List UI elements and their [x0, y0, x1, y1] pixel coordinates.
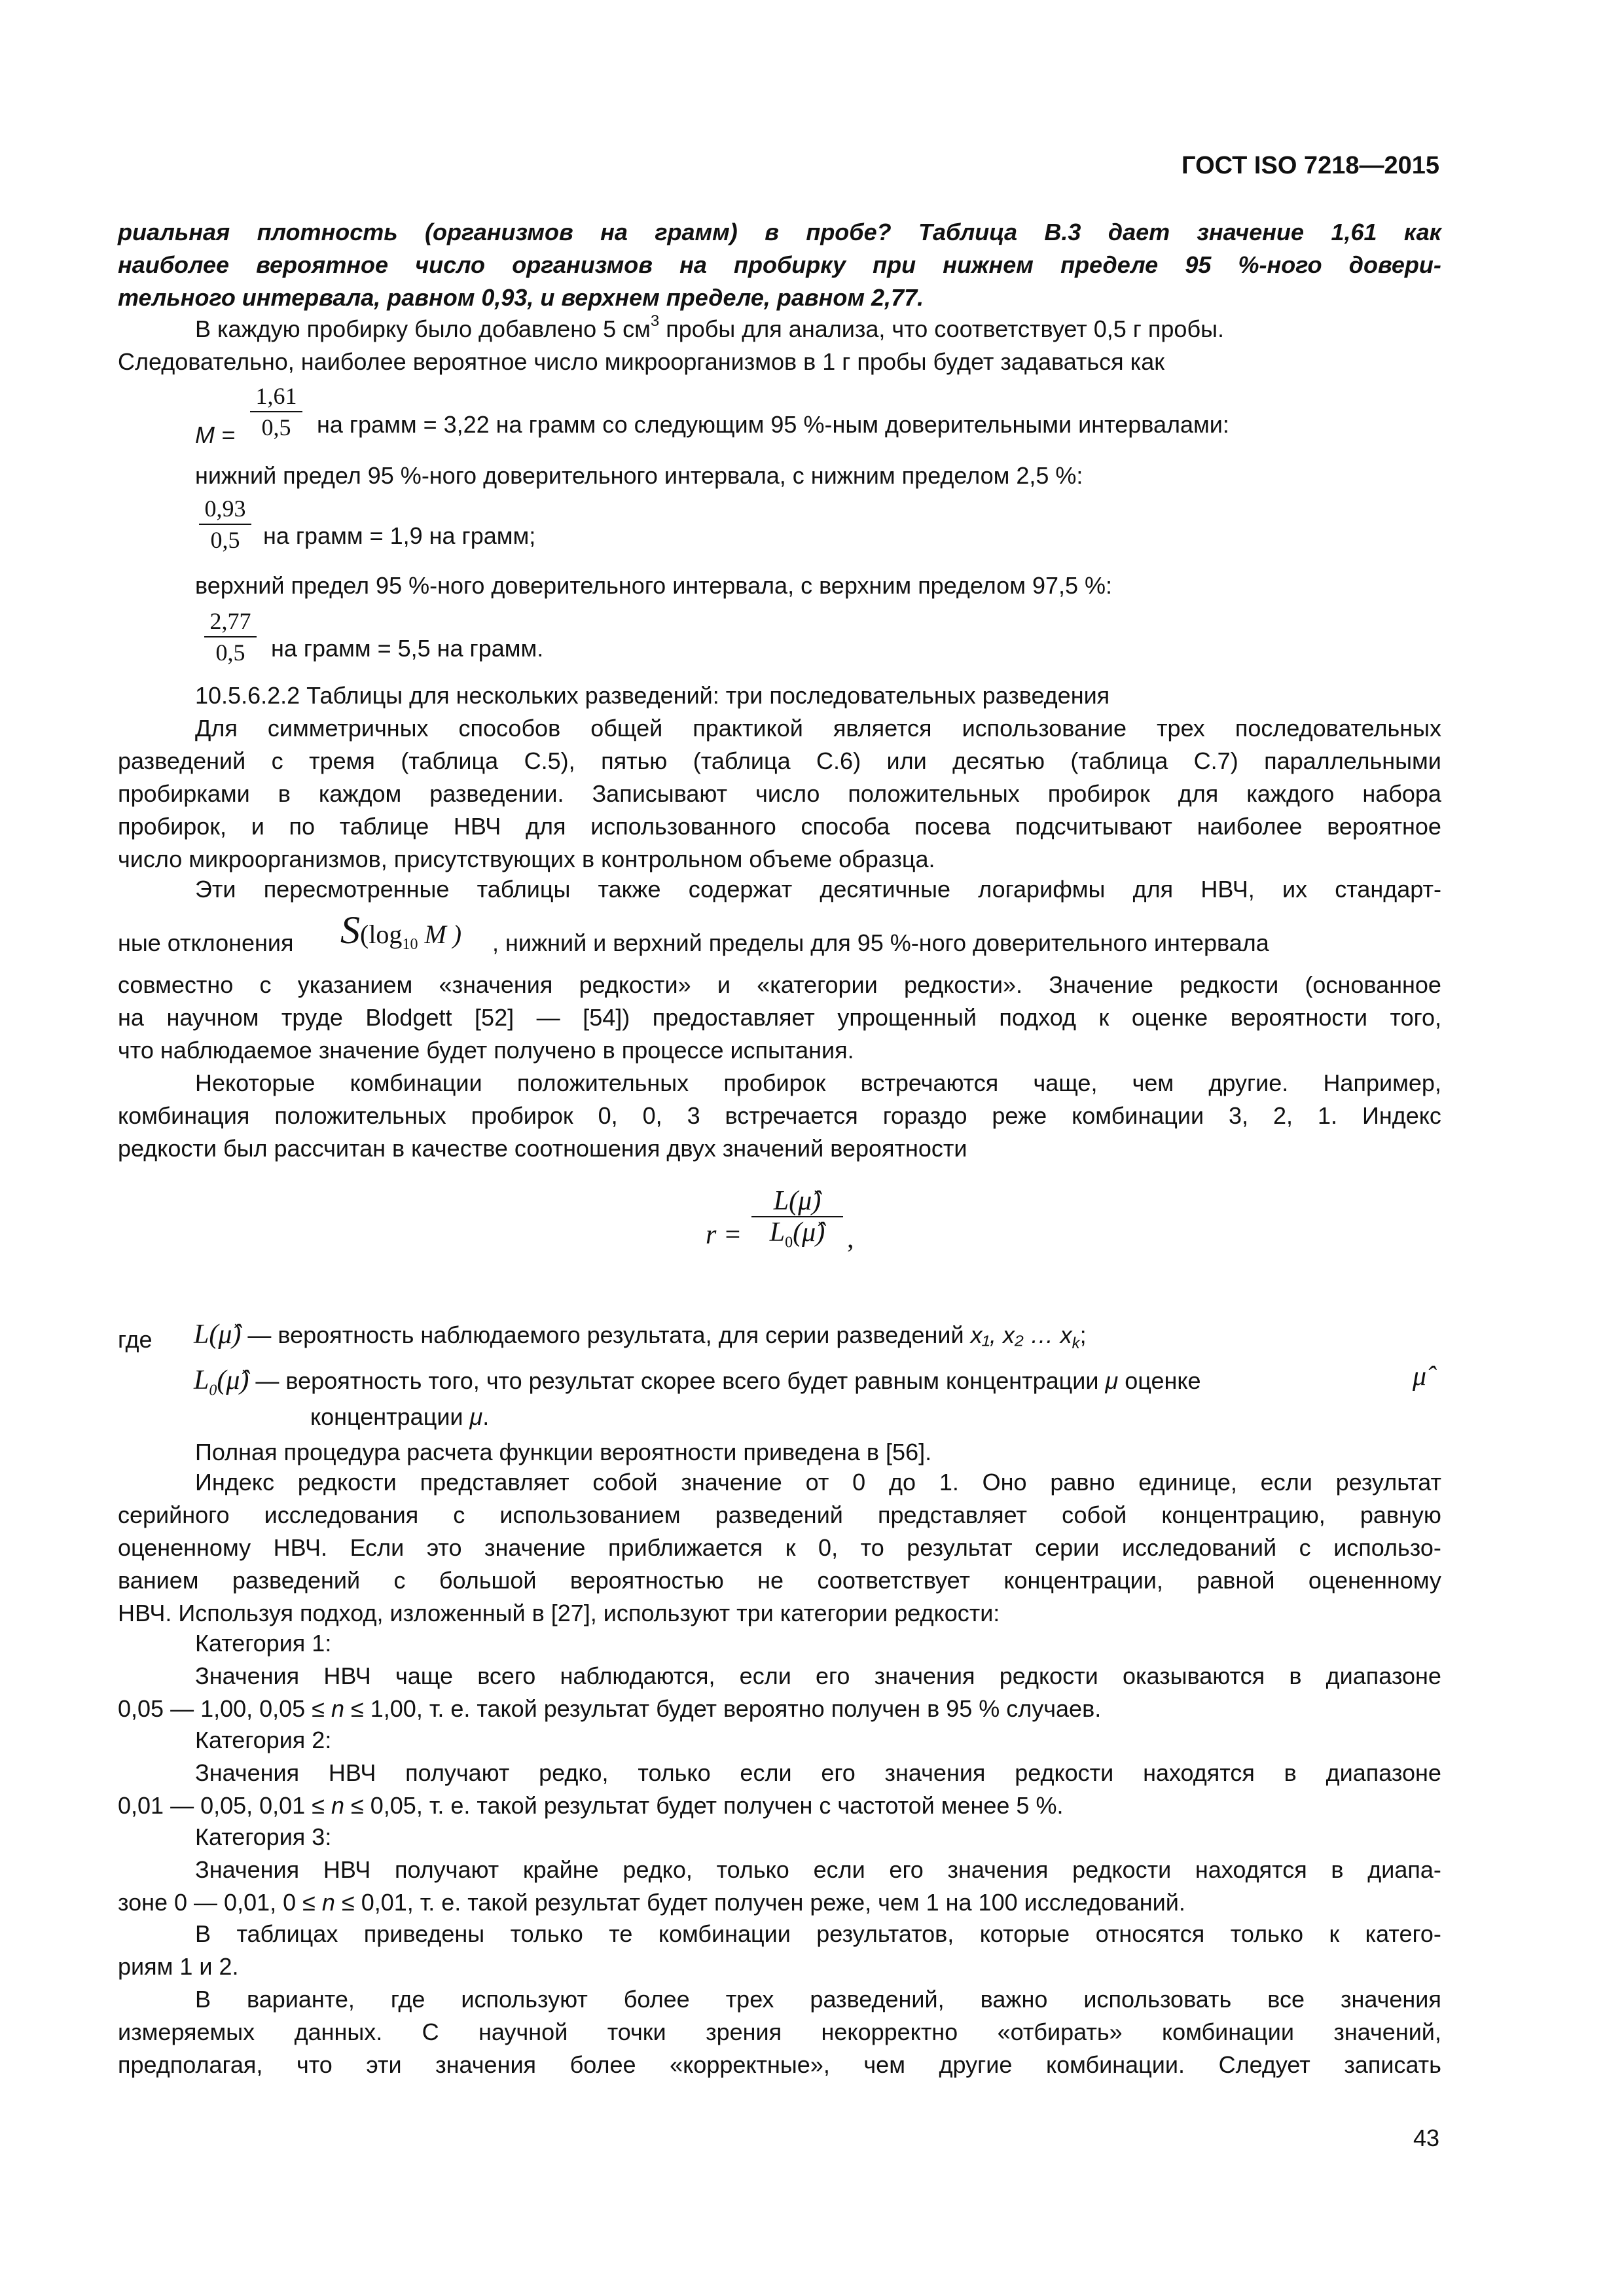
- text-line: тельного интервала, равном 0,93, и верхнем пределе, равном 2,77.: [118, 284, 924, 311]
- fraction-lower: [199, 493, 251, 555]
- text-line: Значения НВЧ чаще всего наблюдаются, если его значения редкости оказываются в диапазоне: [195, 1662, 1441, 1689]
- page-number: 43: [1413, 2125, 1439, 2151]
- paragraph-rarity-index: [118, 1466, 1441, 1630]
- where-label: где: [118, 1326, 153, 1353]
- category-3: [118, 1821, 1441, 1919]
- where-def-2: $L_0(\mû)$ — вероятность того, что результат скорее всего будет равным концентрации μ оценке: [194, 1365, 1201, 1399]
- text-line: риальная плотность (организмов на грамм) в пробе? Таблица В.3 дает значение 1,61 как: [118, 219, 1441, 245]
- text-line: В варианте, где используют более трех разведений, важно использовать все значения: [195, 1986, 1441, 2013]
- text-line: Эти пересмотренные таблицы также содержат десятичные логарифмы для НВЧ, их стандарт-: [195, 876, 1441, 903]
- text-line: Некоторые комбинации положительных пробирок встречаются чаще, чем другие. Например,: [195, 1069, 1441, 1096]
- text-line: комбинация положительных пробирок 0, 0, 3 встречается гораздо реже комбинации 3, 2, 1. Индекс: [118, 1102, 1441, 1129]
- fraction-denominator: 0,5: [210, 527, 240, 553]
- document-code-header: ГОСТ ISO 7218—2015: [1182, 152, 1439, 179]
- text-line: Значения НВЧ получают редко, только если его значения редкости находятся в диапазоне: [195, 1759, 1441, 1786]
- where-def-2-cont: концентрации μ.: [310, 1403, 490, 1430]
- fraction-denominator: 0,5: [215, 639, 245, 666]
- text-line: НВЧ. Используя подход, изложенный в [27], используют три категории редкости:: [118, 1600, 1000, 1626]
- symbol-l-mu: L(μ̂): [194, 1319, 242, 1350]
- text-line: оцененному НВЧ. Если это значение приближается к 0, то результат серии исследований с использо-: [118, 1534, 1441, 1561]
- text-line: серийного исследования с использованием разведений представляет собой концентрацию, равную: [118, 1501, 1441, 1528]
- category-1: [118, 1627, 1441, 1725]
- paragraph-revised-tables-rest: [118, 969, 1441, 1067]
- section-title: 10.5.6.2.2 Таблицы для нескольких разведений: три последовательных разведения: [195, 682, 1110, 709]
- p3-line2-end: , нижний и верхний пределы для 95 %-ного доверительного интервала: [492, 929, 1269, 956]
- symbol-l0-mu: $L_0(\mû)$: [194, 1365, 249, 1399]
- text-line: что наблюдаемое значение будет получено в процессе испытания.: [118, 1037, 854, 1064]
- text-line: риям 1 и 2.: [118, 1953, 239, 1980]
- intro-bold-paragraph: [118, 216, 1441, 314]
- fraction-numerator: 2,77: [209, 608, 251, 634]
- paragraph-full-procedure: Полная процедура расчета функции вероятности приведена в [56].: [195, 1439, 932, 1465]
- fraction-numerator: 0,93: [204, 495, 246, 522]
- formula-s-log: $S(\log_{10}$ M ): [340, 908, 462, 953]
- text-line: разведений с тремя (таблица С.5), пятью (таблица С.6) или десятью (таблица С.7) параллельными: [118, 747, 1441, 774]
- text-line: предполагая, что эти значения более «корректные», чем другие комбинации. Следует записать: [118, 2051, 1441, 2078]
- paragraph-sample-volume: [118, 313, 1441, 378]
- lower-limit-result: на грамм = 1,9 на грамм;: [263, 522, 536, 549]
- text-line: В таблицах приведены только те комбинации результатов, которые относятся только к катего-: [195, 1920, 1441, 1947]
- text-line: пробирок, и по таблице НВЧ для использованного способа посева подсчитывают наиболее вероятное: [118, 813, 1441, 840]
- text-line: 0,05 — 1,00, 0,05 ≤ n ≤ 1,00, т. е. такой результат будет вероятно получен в 95 % случаев.: [118, 1695, 1102, 1722]
- text-line: число микроорганизмов, присутствующих в контрольном объеме образца.: [118, 846, 935, 872]
- upper-limit-label: верхний предел 95 %-ного доверительного интервала, с верхним пределом 97,5 %:: [195, 572, 1113, 599]
- lower-limit-label: нижний предел 95 %-ного доверительного интервала, с нижним пределом 2,5 %:: [195, 462, 1083, 489]
- category-1-title: Категория 1:: [195, 1630, 332, 1657]
- fraction-r: [751, 1186, 843, 1251]
- text-line: Индекс редкости представляет собой значение от 0 до 1. Оно равно единице, если результат: [195, 1469, 1441, 1496]
- category-2-title: Категория 2:: [195, 1727, 332, 1753]
- formula-m-line: [195, 419, 235, 452]
- text-line: 0,01 — 0,05, 0,01 ≤ n ≤ 0,05, т. е. такой результат будет получен с частотой менее 5 %.: [118, 1792, 1064, 1819]
- p3-line2-start: ные отклонения: [118, 929, 294, 956]
- fraction-numerator: 1,61: [255, 383, 297, 409]
- fraction-upper: [204, 606, 257, 668]
- text-line: редкости был рассчитан в качестве соотношения двух значений вероятности: [118, 1135, 967, 1162]
- category-3-title: Категория 3:: [195, 1823, 332, 1850]
- text-line: измеряемых данных. С научной точки зрения некорректно «отбирать» комбинации значений,: [118, 2018, 1441, 2045]
- paragraph-tables-categories: [118, 1918, 1441, 1983]
- paragraph-revised-tables: [118, 873, 1441, 906]
- fraction-denominator: $L_0(\mû)$: [769, 1217, 825, 1251]
- text-line: Значения НВЧ получают крайне редко, только если его значения редкости находятся в диапа-: [195, 1856, 1441, 1883]
- text-line: ванием разведений с большой вероятностью не соответствует концентрации, равной оцененному: [118, 1567, 1441, 1594]
- text-line: наиболее вероятное число организмов на пробирку при нижнем пределе 95 %-ного довери-: [118, 251, 1441, 278]
- formula-r-lhs: r =: [706, 1220, 742, 1250]
- category-2: [118, 1724, 1441, 1822]
- formula-r-comma: ,: [847, 1224, 854, 1254]
- paragraph-combinations: [118, 1067, 1441, 1165]
- paragraph-more-dilutions: [118, 1983, 1441, 2081]
- fraction-m: [250, 381, 302, 442]
- text-line: В каждую пробирку было добавлено 5 $см^3$ пробы для анализа, что соответствует 0,5 г пробы.: [195, 312, 1224, 342]
- formula-m-rhs: на грамм = 3,22 на грамм со следующим 95 %-ным доверительными интервалами:: [317, 411, 1229, 438]
- fraction-numerator: L(μ̂): [773, 1186, 821, 1216]
- text-line: совместно с указанием «значения редкости» и «категории редкости». Значение редкости (основанное: [118, 971, 1441, 998]
- upper-limit-result: на грамм = 5,5 на грамм.: [271, 635, 544, 662]
- text-line: Для симметричных способов общей практикой является использование трех последовательных: [195, 715, 1441, 742]
- text-line: Следовательно, наиболее вероятное число микроорганизмов в 1 г пробы будет задаваться как: [118, 348, 1164, 375]
- symbol-mu-hat: μ̂: [1413, 1361, 1427, 1391]
- text-line: на научном труде Blodgett [52] — [54]) предоставляет упрощенный подход к оценке вероятности того,: [118, 1004, 1441, 1031]
- formula-m-lhs: M =: [195, 422, 236, 448]
- paragraph-symmetric-methods: [118, 712, 1441, 876]
- fraction-denominator: 0,5: [261, 414, 291, 440]
- where-def-1: L(μ̂) — вероятность наблюдаемого результата, для серии разведений x₁, x₂ … $x_k$;: [194, 1319, 1087, 1353]
- text-line: зоне 0 — 0,01, 0 ≤ n ≤ 0,01, т. е. такой результат будет получен реже, чем 1 на 100 исследований.: [118, 1889, 1185, 1916]
- text-line: пробирками в каждом разведении. Записывают число положительных пробирок для каждого набора: [118, 780, 1441, 807]
